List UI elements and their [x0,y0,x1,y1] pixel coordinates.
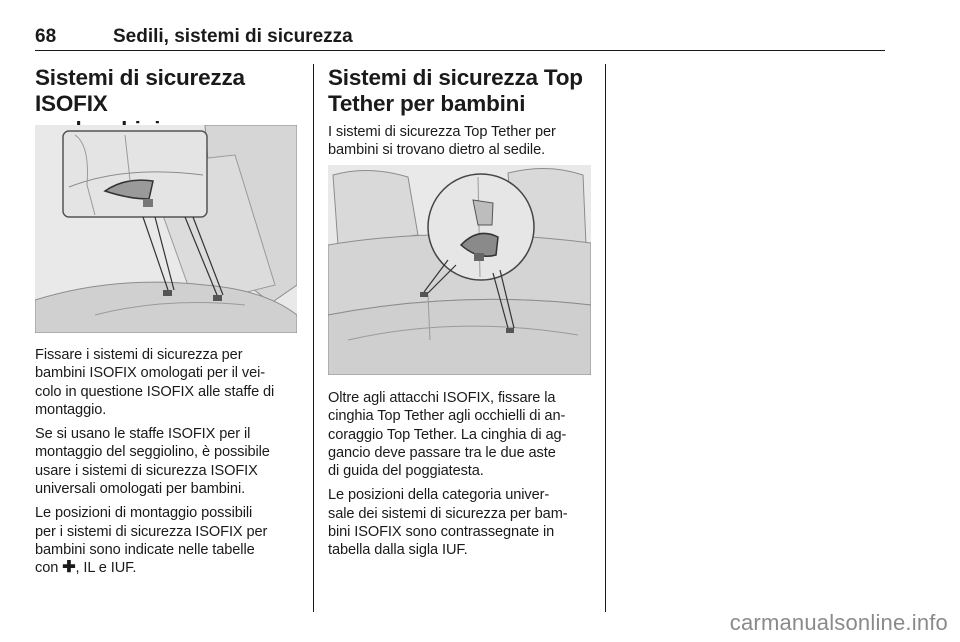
isofix-paragraph-1 [35,346,307,419]
top-tether-illustration [328,165,591,375]
isofix-paragraph-3 [35,504,307,577]
text-line: Fissare i sistemi di sicurezza per [35,347,243,363]
column-divider-2 [605,64,606,612]
text-line: gancio deve passare tra le due aste [328,444,556,461]
text-line: bini ISOFIX sono contrassegnate in [328,524,555,541]
top-tether-heading-line2: Tether per bambini [328,91,526,116]
middle-column [328,65,600,160]
text-line: colo in questione ISOFIX alle staffe di [35,383,275,400]
isofix-seat-drawing [35,125,297,333]
top-tether-intro [328,123,600,160]
plus-icon: ✚ [62,559,76,577]
isofix-heading-line1: Sistemi di sicurezza ISOFIX [35,65,245,116]
text-line: montaggio del seggiolino, è possibile [35,444,270,461]
text-line: di guida del poggiatesta. [328,463,484,480]
isofix-illustration [35,125,297,333]
text-line: tabella dalla sigla IUF. [328,542,468,559]
text-line: bambini si trovano dietro al sedile. [328,142,546,159]
text-line: bambini ISOFIX omologati per il vei- [35,365,265,382]
column-divider-1 [313,64,314,612]
text-line: montaggio. [35,401,107,418]
top-tether-paragraph-2 [328,486,600,559]
text-line: usare i sistemi di sicurezza ISOFIX [35,462,258,479]
text-line: bambini sono indicate nelle tabelle [35,541,255,558]
watermark: carmanualsonline.info [729,610,948,635]
text-line-prefix: con [35,560,63,577]
top-tether-heading [328,65,600,117]
page-header [35,26,885,50]
text-line: universali omologati per bambini. [35,481,246,498]
text-line: cinghia Top Tether agli occhielli di an- [328,408,566,425]
text-line: I sistemi di sicurezza Top Tether per [328,124,556,140]
left-column-body [35,346,307,578]
section-title: Sedili, sistemi di sicurezza [113,26,353,47]
text-line: Le posizioni di montaggio possibili [35,505,253,522]
text-line: Le posizioni della categoria univer- [328,487,550,504]
text-line: per i sistemi di sicurezza ISOFIX per [35,523,268,540]
text-line: Oltre agli attacchi ISOFIX, fissare la [328,390,556,406]
top-tether-paragraph-1 [328,389,600,480]
top-tether-seat-drawing [328,165,591,375]
middle-column-body [328,389,600,560]
text-line-suffix: , IL e IUF. [75,560,137,577]
text-line: Se si usano le staffe ISOFIX per il [35,426,251,443]
isofix-paragraph-2 [35,425,307,498]
text-line: sale dei sistemi di sicurezza per bam- [328,505,568,522]
top-tether-heading-line1: Sistemi di sicurezza Top [328,65,583,90]
header-rule [35,50,885,51]
text-line: coraggio Top Tether. La cinghia di ag- [328,426,567,443]
page-number: 68 [35,26,57,47]
